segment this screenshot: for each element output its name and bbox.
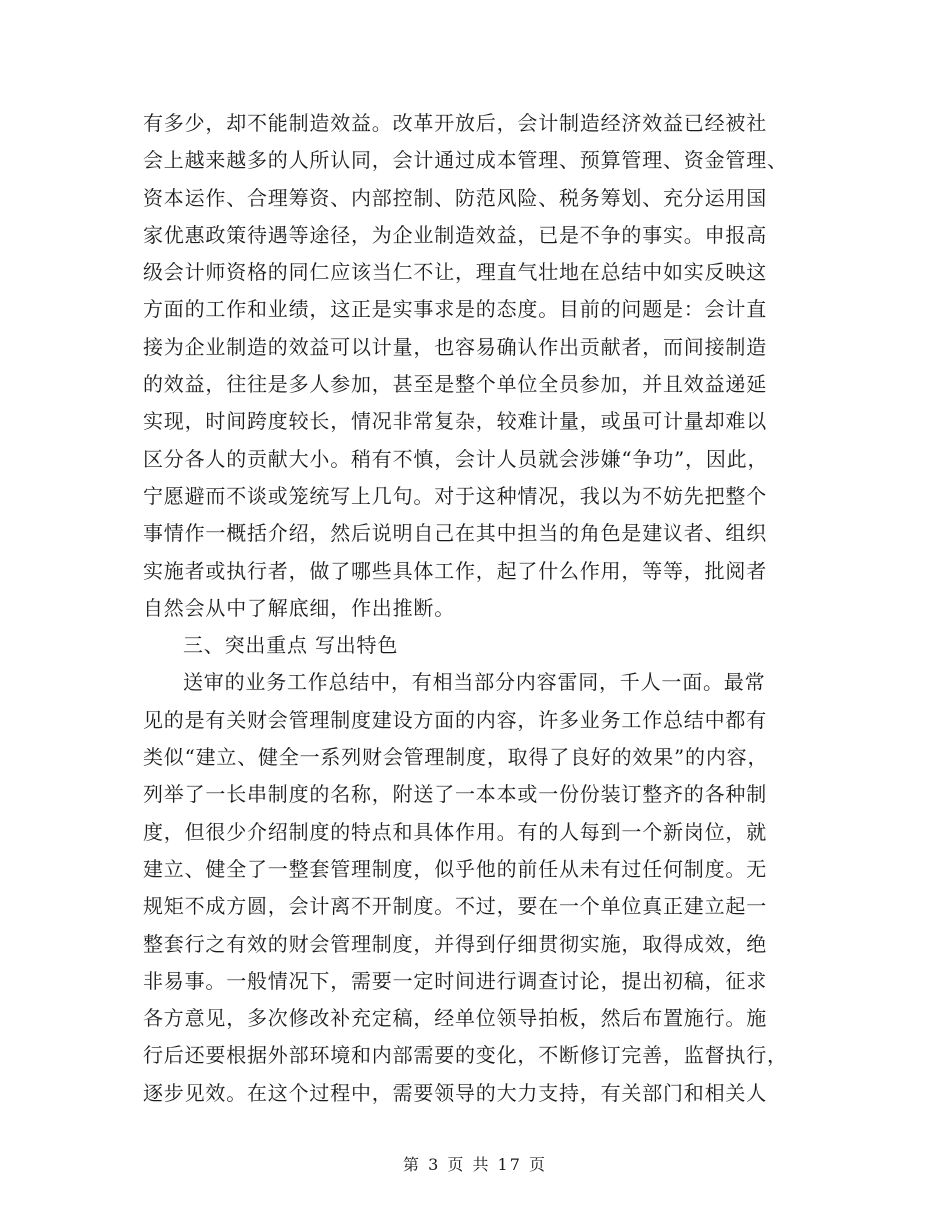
text-line: 自然会从中了解底细，作出推断。 [143, 595, 455, 620]
text-line: 会上越来越多的人所认同，会计通过成本管理、预算管理、资金管理、 [143, 148, 788, 173]
text-line: 建立、健全了一整套管理制度，似乎他的前任从未有过任何制度。无 [143, 856, 767, 881]
text-line: 的效益，往往是多人参加，甚至是整个单位全员参加，并且效益递延 [143, 372, 767, 397]
body-text [143, 105, 813, 1112]
text-line: 非易事。一般情况下，需要一定时间进行调查讨论，提出初稿，征求 [143, 968, 767, 993]
text-line: 家优惠政策待遇等途径，为企业制造效益，已是不争的事实。申报高 [143, 222, 767, 247]
text-line: 类似“建立、健全一系列财会管理制度，取得了良好的效果”的内容， [143, 745, 769, 770]
text-line: 级会计师资格的同仁应该当仁不让，理直气壮地在总结中如实反映这 [143, 260, 767, 285]
text-line: 实施者或执行者，做了哪些具体工作，起了什么作用，等等，批阅者 [143, 558, 767, 583]
text-line: 规矩不成方圆，会计离不开制度。不过，要在一个单位真正建立起一 [143, 894, 767, 919]
text-line: 方面的工作和业绩，这正是实事求是的态度。目前的问题是：会计直 [143, 297, 767, 322]
text-line: 有多少，却不能制造效益。改革开放后，会计制造经济效益已经被社 [143, 111, 767, 135]
text-line: 逐步见效。在这个过程中，需要领导的大力支持，有关部门和相关人 [143, 1080, 767, 1105]
text-line: 整套行之有效的财会管理制度，并得到仔细贯彻实施，取得成效，绝 [143, 931, 767, 956]
text-line: 实现，时间跨度较长，情况非常复杂，较难计量，或虽可计量却难以 [143, 409, 767, 434]
text-line: 事情作一概括介绍，然后说明自己在其中担当的角色是建议者、组织 [143, 521, 767, 546]
text-line: 见的是有关财会管理制度建设方面的内容，许多业务工作总结中都有 [143, 707, 767, 732]
text-line: 行后还要根据外部环境和内部需要的变化，不断修订完善，监督执行， [143, 1043, 788, 1068]
text-line: 列举了一长串制度的名称，附送了一本本或一份份装订整齐的各种制 [143, 782, 767, 807]
page-footer: 第 3 页 共 17 页 [403, 1155, 547, 1174]
text-line: 接为企业制造的效益可以计量，也容易确认作出贡献者，而间接制造 [143, 334, 767, 359]
text-line: 区分各人的贡献大小。稍有不慎，会计人员就会涉嫌“争功”，因此， [143, 446, 769, 471]
text-line: 宁愿避而不谈或笼统写上几句。对于这种情况，我以为不妨先把整个 [143, 483, 767, 508]
text-line: 资本运作、合理筹资、内部控制、防范风险、税务筹划、充分运用国 [143, 185, 767, 210]
text-line: 度，但很少介绍制度的特点和具体作用。有的人每到一个新岗位，就 [143, 819, 767, 844]
section-heading: 三、突出重点 写出特色 [183, 633, 399, 658]
paragraph-first-line: 送审的业务工作总结中，有相当部分内容雷同，千人一面。最常 [183, 670, 766, 695]
text-line: 各方意见，多次修改补充定稿，经单位领导拍板，然后布置施行。施 [143, 1006, 767, 1031]
